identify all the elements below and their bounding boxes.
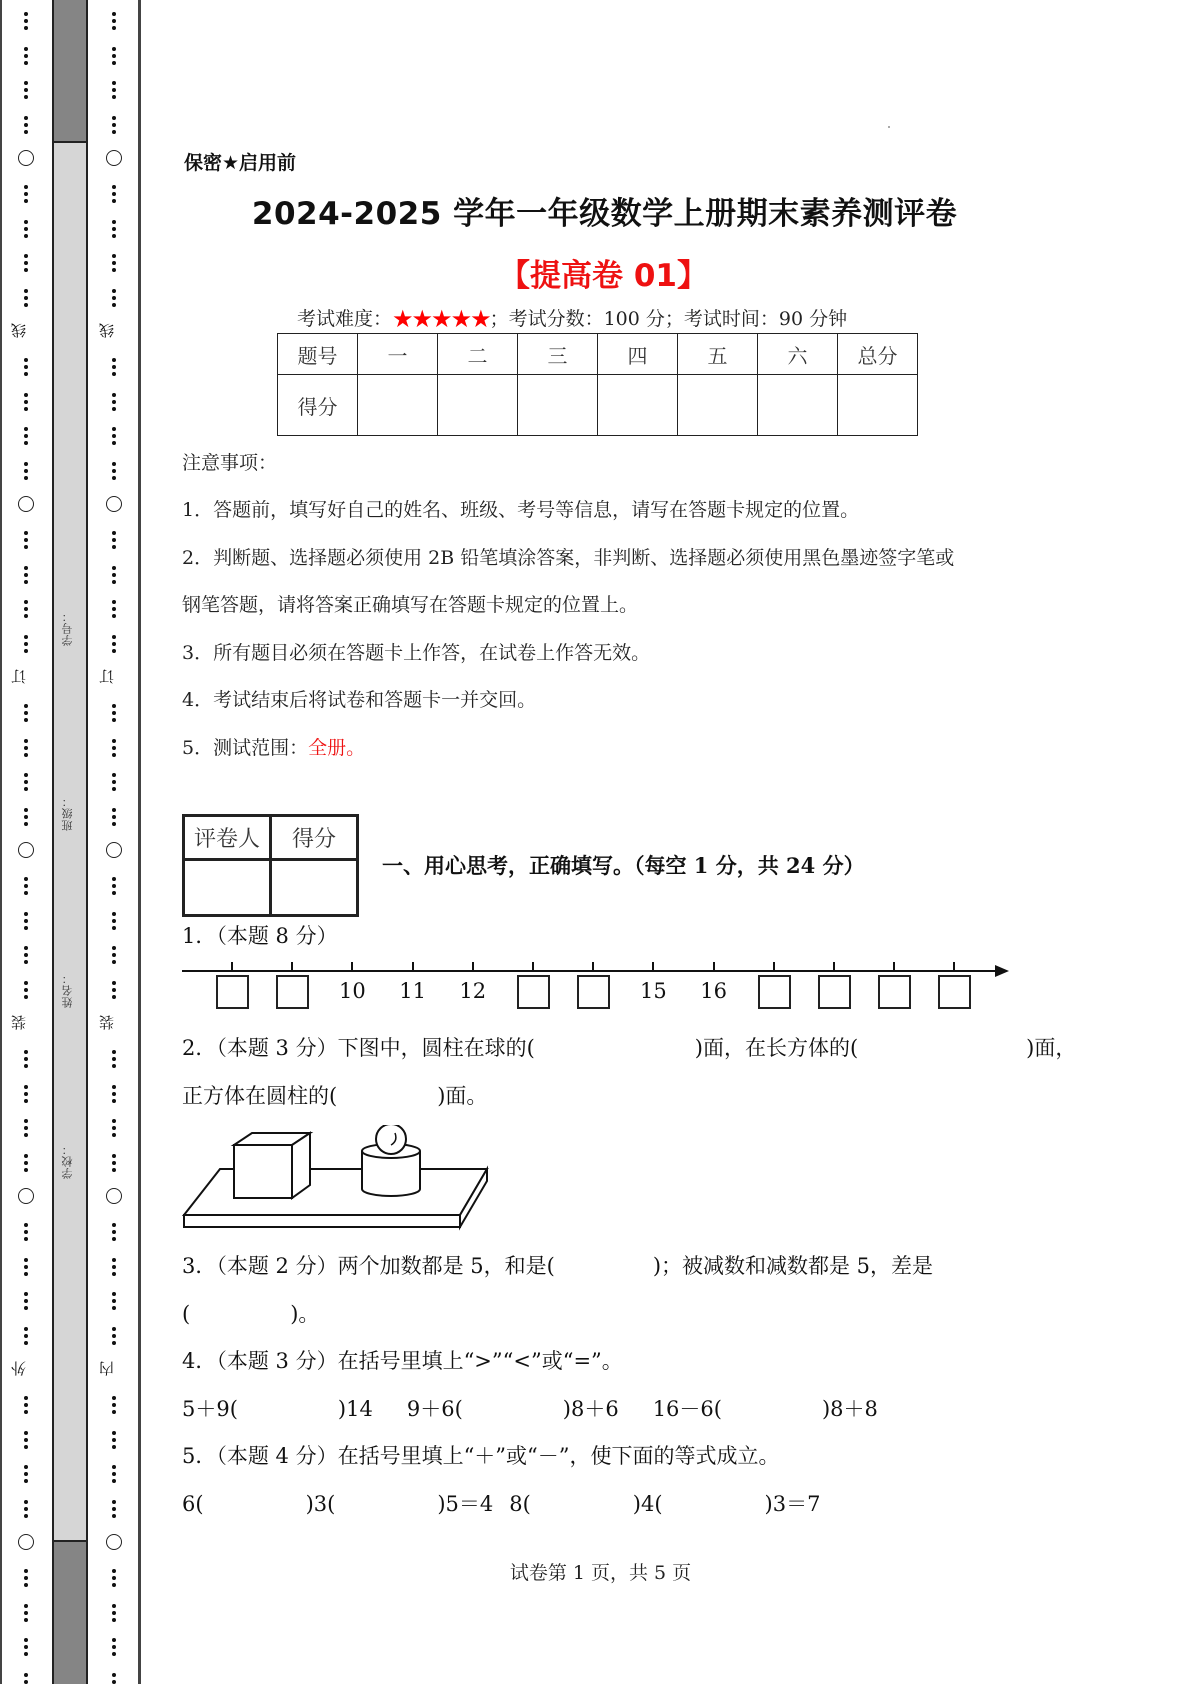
dotted-cut-line: [99, 1500, 129, 1521]
dotted-cut-line: [99, 1154, 129, 1175]
number-answer-box[interactable]: [216, 975, 249, 1009]
score-cell[interactable]: [358, 375, 438, 436]
dotted-cut-line: [99, 1258, 129, 1279]
binding-hole-circle-icon: [11, 842, 41, 858]
number-line-label: 15: [640, 979, 667, 1003]
inner-seal-label: 装: [98, 1015, 116, 1031]
dotted-cut-line: [99, 1673, 129, 1684]
dotted-cut-line: [11, 600, 41, 621]
dotted-cut-line: [11, 981, 41, 1002]
score-header-cell: 二: [438, 334, 518, 375]
dotted-cut-line: [99, 81, 129, 102]
instruction-item: 1．答题前，填写好自己的姓名、班级、考号等信息，请写在答题卡规定的位置。: [182, 499, 860, 521]
dotted-cut-line: [11, 1638, 41, 1659]
test-scope-label: 5．测试范围：: [182, 737, 309, 759]
number-line-tick: [351, 962, 353, 971]
dotted-cut-line: [99, 946, 129, 967]
binding-hole-circle-icon: [11, 1188, 41, 1204]
question-3-line-2: [182, 1298, 319, 1328]
instruction-item: 2．判断题、选择题必须使用 2B 铅笔填涂答案，非判断、选择题必须使用黑色墨迹签字笔或: [182, 547, 955, 569]
score-header-cell: 四: [598, 334, 678, 375]
equation-part: )4(: [632, 1492, 663, 1516]
dotted-cut-line: [11, 877, 41, 898]
dotted-cut-line: [99, 635, 129, 656]
grader-table: [182, 814, 359, 917]
dotted-cut-line: [99, 877, 129, 898]
score-header-cell: 题号: [278, 334, 358, 375]
binding-hole-circle-icon: [99, 150, 129, 166]
equation-part: )5＝4: [437, 1492, 494, 1516]
page-footer: 试卷第 1 页，共 5 页: [509, 1562, 692, 1584]
instruction-item: [182, 733, 365, 760]
question-2-text: 正方体在圆柱的(: [182, 1084, 338, 1108]
dotted-cut-line: [99, 1050, 129, 1071]
number-line-tick: [652, 962, 654, 971]
score-table: [277, 333, 918, 436]
dotted-cut-line: [99, 12, 129, 33]
dotted-cut-line: [11, 635, 41, 656]
dotted-cut-line: [11, 808, 41, 829]
dotted-cut-line: [99, 808, 129, 829]
paper-subtitle: 【提高卷 01】: [499, 258, 708, 294]
dotted-cut-line: [99, 981, 129, 1002]
outer-seal-label: 装: [10, 1015, 28, 1031]
dotted-cut-line: [99, 1119, 129, 1140]
number-answer-box[interactable]: [878, 975, 911, 1009]
outer-seal-label: 订: [10, 669, 28, 685]
score-row-label: 得分: [278, 375, 358, 436]
dotted-cut-line: [11, 1604, 41, 1625]
equation-part: 8(: [509, 1492, 531, 1516]
number-line-axis: [182, 970, 1000, 972]
dotted-cut-line: [11, 704, 41, 725]
score-header-cell: 三: [518, 334, 598, 375]
question-2-line-2: [182, 1080, 487, 1110]
dotted-cut-line: [11, 1431, 41, 1452]
dotted-cut-line: [99, 1327, 129, 1348]
dotted-cut-line: [11, 116, 41, 137]
dotted-cut-line: [11, 1085, 41, 1106]
number-line-tick: [833, 962, 835, 971]
difficulty-label: 考试难度：: [297, 308, 393, 330]
dotted-cut-line: [11, 358, 41, 379]
question-1-label: 1．（本题 8 分）: [182, 924, 338, 948]
scan-speck: [888, 126, 890, 128]
strip-label-student-id: 学号：: [61, 610, 74, 646]
difficulty-stars-icon: ★★★★★: [392, 305, 490, 333]
question-5-equations: [182, 1488, 820, 1518]
equation-part: 6(: [182, 1492, 204, 1516]
dotted-cut-line: [11, 566, 41, 587]
dotted-cut-line: [11, 12, 41, 33]
binding-hole-circle-icon: [99, 842, 129, 858]
comparison-left: 16－6(: [652, 1397, 722, 1421]
score-cell[interactable]: [758, 375, 838, 436]
question-2-text: 2．（本题 3 分）下图中，圆柱在球的(: [182, 1036, 535, 1060]
equation-part: )3＝7: [764, 1492, 821, 1516]
dotted-cut-line: [11, 773, 41, 794]
instruction-item: 钢笔答题，请将答案正确填写在答题卡规定的位置上。: [182, 594, 639, 616]
dotted-cut-line: [11, 1673, 41, 1684]
dotted-cut-line: [99, 1223, 129, 1244]
dotted-cut-line: [99, 1396, 129, 1417]
score-header-cell: 六: [758, 334, 838, 375]
number-line-tick: [231, 962, 233, 971]
question-2-text: )面。: [437, 1084, 488, 1108]
dotted-cut-line: [99, 427, 129, 448]
dotted-cut-line: [99, 773, 129, 794]
dotted-cut-line: [99, 1292, 129, 1313]
dotted-cut-line: [99, 358, 129, 379]
number-line-tick: [412, 962, 414, 971]
grader-cell[interactable]: [184, 860, 271, 916]
comparison-left: 5＋9(: [182, 1397, 238, 1421]
dotted-cut-line: [11, 427, 41, 448]
dotted-cut-line: [11, 912, 41, 933]
dotted-cut-line: [11, 1465, 41, 1486]
dotted-cut-line: [11, 1258, 41, 1279]
dotted-cut-line: [11, 1327, 41, 1348]
score-table-score-row: [278, 375, 918, 436]
score-header-cell: 一: [358, 334, 438, 375]
dotted-cut-line: [99, 1431, 129, 1452]
strip-shade-top: [54, 0, 86, 143]
number-line-label: 11: [399, 979, 426, 1003]
question-3-text: (: [182, 1302, 191, 1326]
dotted-cut-line: [99, 393, 129, 414]
question-2-line-1: [182, 1032, 1076, 1062]
score-table-header-row: [278, 334, 918, 375]
number-line-tick: [592, 962, 594, 971]
dotted-cut-line: [11, 1119, 41, 1140]
question-5-label: 5．（本题 4 分）在括号里填上“＋”或“－”，使下面的等式成立。: [182, 1444, 780, 1468]
number-line-label: 16: [700, 979, 727, 1003]
instructions-heading: 注意事项：: [182, 452, 278, 474]
dotted-cut-line: [11, 81, 41, 102]
number-line-label: 10: [339, 979, 366, 1003]
comparison-right: )14: [337, 1397, 373, 1421]
dotted-cut-line: [99, 739, 129, 760]
question-3-text: 3．（本题 2 分）两个加数都是 5，和是(: [182, 1254, 555, 1278]
binding-hole-circle-icon: [99, 496, 129, 512]
number-answer-box[interactable]: [938, 975, 971, 1009]
grader-header-cell: 评卷人: [184, 816, 271, 860]
instruction-item: 3．所有题目必须在答题卡上作答，在试卷上作答无效。: [182, 642, 651, 664]
dotted-cut-line: [11, 1223, 41, 1244]
dotted-cut-line: [99, 704, 129, 725]
dotted-cut-line: [11, 946, 41, 967]
binding-hole-circle-icon: [11, 496, 41, 512]
grader-cell[interactable]: [271, 860, 358, 916]
cube-cylinder-ball-illustration: [182, 1125, 492, 1235]
binding-hole-circle-icon: [11, 1534, 41, 1550]
strip-label-name: 姓名：: [61, 972, 74, 1008]
dotted-cut-line: [11, 393, 41, 414]
outer-seal-label: 外: [10, 1361, 28, 1377]
number-line-tick: [953, 962, 955, 971]
inner-seal-label: 线: [98, 323, 116, 339]
dotted-cut-line: [99, 566, 129, 587]
shapes-figure: [182, 1125, 492, 1239]
question-2-text: )面，在长方体的(: [694, 1036, 859, 1060]
dotted-cut-line: [11, 1396, 41, 1417]
score-cell[interactable]: [598, 375, 678, 436]
question-3-line-1: [182, 1250, 933, 1280]
strip-label-class: 班级：: [61, 795, 74, 831]
outer-seal-label: 线: [10, 323, 28, 339]
number-line-tick: [713, 962, 715, 971]
test-scope-value: 全册。: [308, 737, 366, 759]
number-line: [180, 950, 1020, 1020]
score-cell[interactable]: [678, 375, 758, 436]
grader-value-row: [184, 860, 358, 916]
binding-hole-circle-icon: [99, 1188, 129, 1204]
dotted-cut-line: [99, 1638, 129, 1659]
score-cell[interactable]: [518, 375, 598, 436]
score-header-cell: 总分: [838, 334, 918, 375]
comparison-right: )8＋6: [562, 1397, 619, 1421]
dotted-cut-line: [99, 47, 129, 68]
number-answer-box[interactable]: [818, 975, 851, 1009]
dotted-cut-line: [99, 600, 129, 621]
dotted-cut-line: [99, 116, 129, 137]
dotted-cut-line: [99, 462, 129, 483]
section-title: 一、用心思考，正确填写。（每空 1 分，共 24 分）: [382, 853, 865, 878]
dotted-cut-line: [11, 1500, 41, 1521]
dotted-cut-line: [11, 462, 41, 483]
inner-seal-label: 内: [98, 1361, 116, 1377]
question-4-items: [182, 1393, 878, 1423]
score-cell[interactable]: [438, 375, 518, 436]
instruction-item: 4．考试结束后将试卷和答题卡一并交回。: [182, 689, 537, 711]
dotted-cut-line: [11, 1050, 41, 1071]
dotted-cut-line: [99, 1465, 129, 1486]
number-answer-box[interactable]: [758, 975, 791, 1009]
question-3-text: )；被减数和减数都是 5，差是: [652, 1254, 934, 1278]
inner-seal-label: 订: [98, 669, 116, 685]
grader-header-row: [184, 816, 358, 860]
dotted-cut-line: [99, 531, 129, 552]
binding-hole-circle-icon: [99, 1534, 129, 1550]
dotted-cut-line: [99, 1085, 129, 1106]
arrow-right-icon: [995, 965, 1009, 977]
score-header-cell: 五: [678, 334, 758, 375]
dotted-cut-line: [11, 1292, 41, 1313]
score-time-info: ；考试分数：100 分；考试时间：90 分钟: [489, 308, 848, 330]
question-3-text: )。: [290, 1302, 320, 1326]
binding-hole-circle-icon: [11, 150, 41, 166]
grader-header-cell: 得分: [271, 816, 358, 860]
score-cell[interactable]: [838, 375, 918, 436]
exam-info: [297, 304, 847, 333]
number-answer-box[interactable]: [577, 975, 610, 1009]
number-line-label: 12: [459, 979, 487, 1003]
dotted-cut-line: [99, 1604, 129, 1625]
question-2-text: )面，: [1026, 1036, 1077, 1060]
number-line-tick: [773, 962, 775, 971]
question-4-label: 4．（本题 3 分）在括号里填上“>”“<”或“=”。: [182, 1349, 623, 1373]
equation-part: )3(: [305, 1492, 336, 1516]
number-line-tick: [532, 962, 534, 971]
number-line-tick: [291, 962, 293, 971]
comparison-left: 9＋6(: [406, 1397, 463, 1421]
number-answer-box[interactable]: [276, 975, 309, 1009]
number-line-tick: [893, 962, 895, 971]
confidential-label: 保密★启用前: [184, 152, 297, 174]
strip-label-school: 学校：: [61, 1143, 74, 1179]
dotted-cut-line: [11, 1154, 41, 1175]
dotted-cut-line: [99, 912, 129, 933]
dotted-cut-line: [11, 47, 41, 68]
number-line-tick: [472, 962, 474, 971]
page-title: 2024-2025 学年一年级数学上册期末素养测评卷: [251, 196, 958, 232]
dotted-cut-line: [11, 739, 41, 760]
comparison-right: )8＋8: [821, 1397, 878, 1421]
number-answer-box[interactable]: [517, 975, 550, 1009]
dotted-cut-line: [11, 531, 41, 552]
